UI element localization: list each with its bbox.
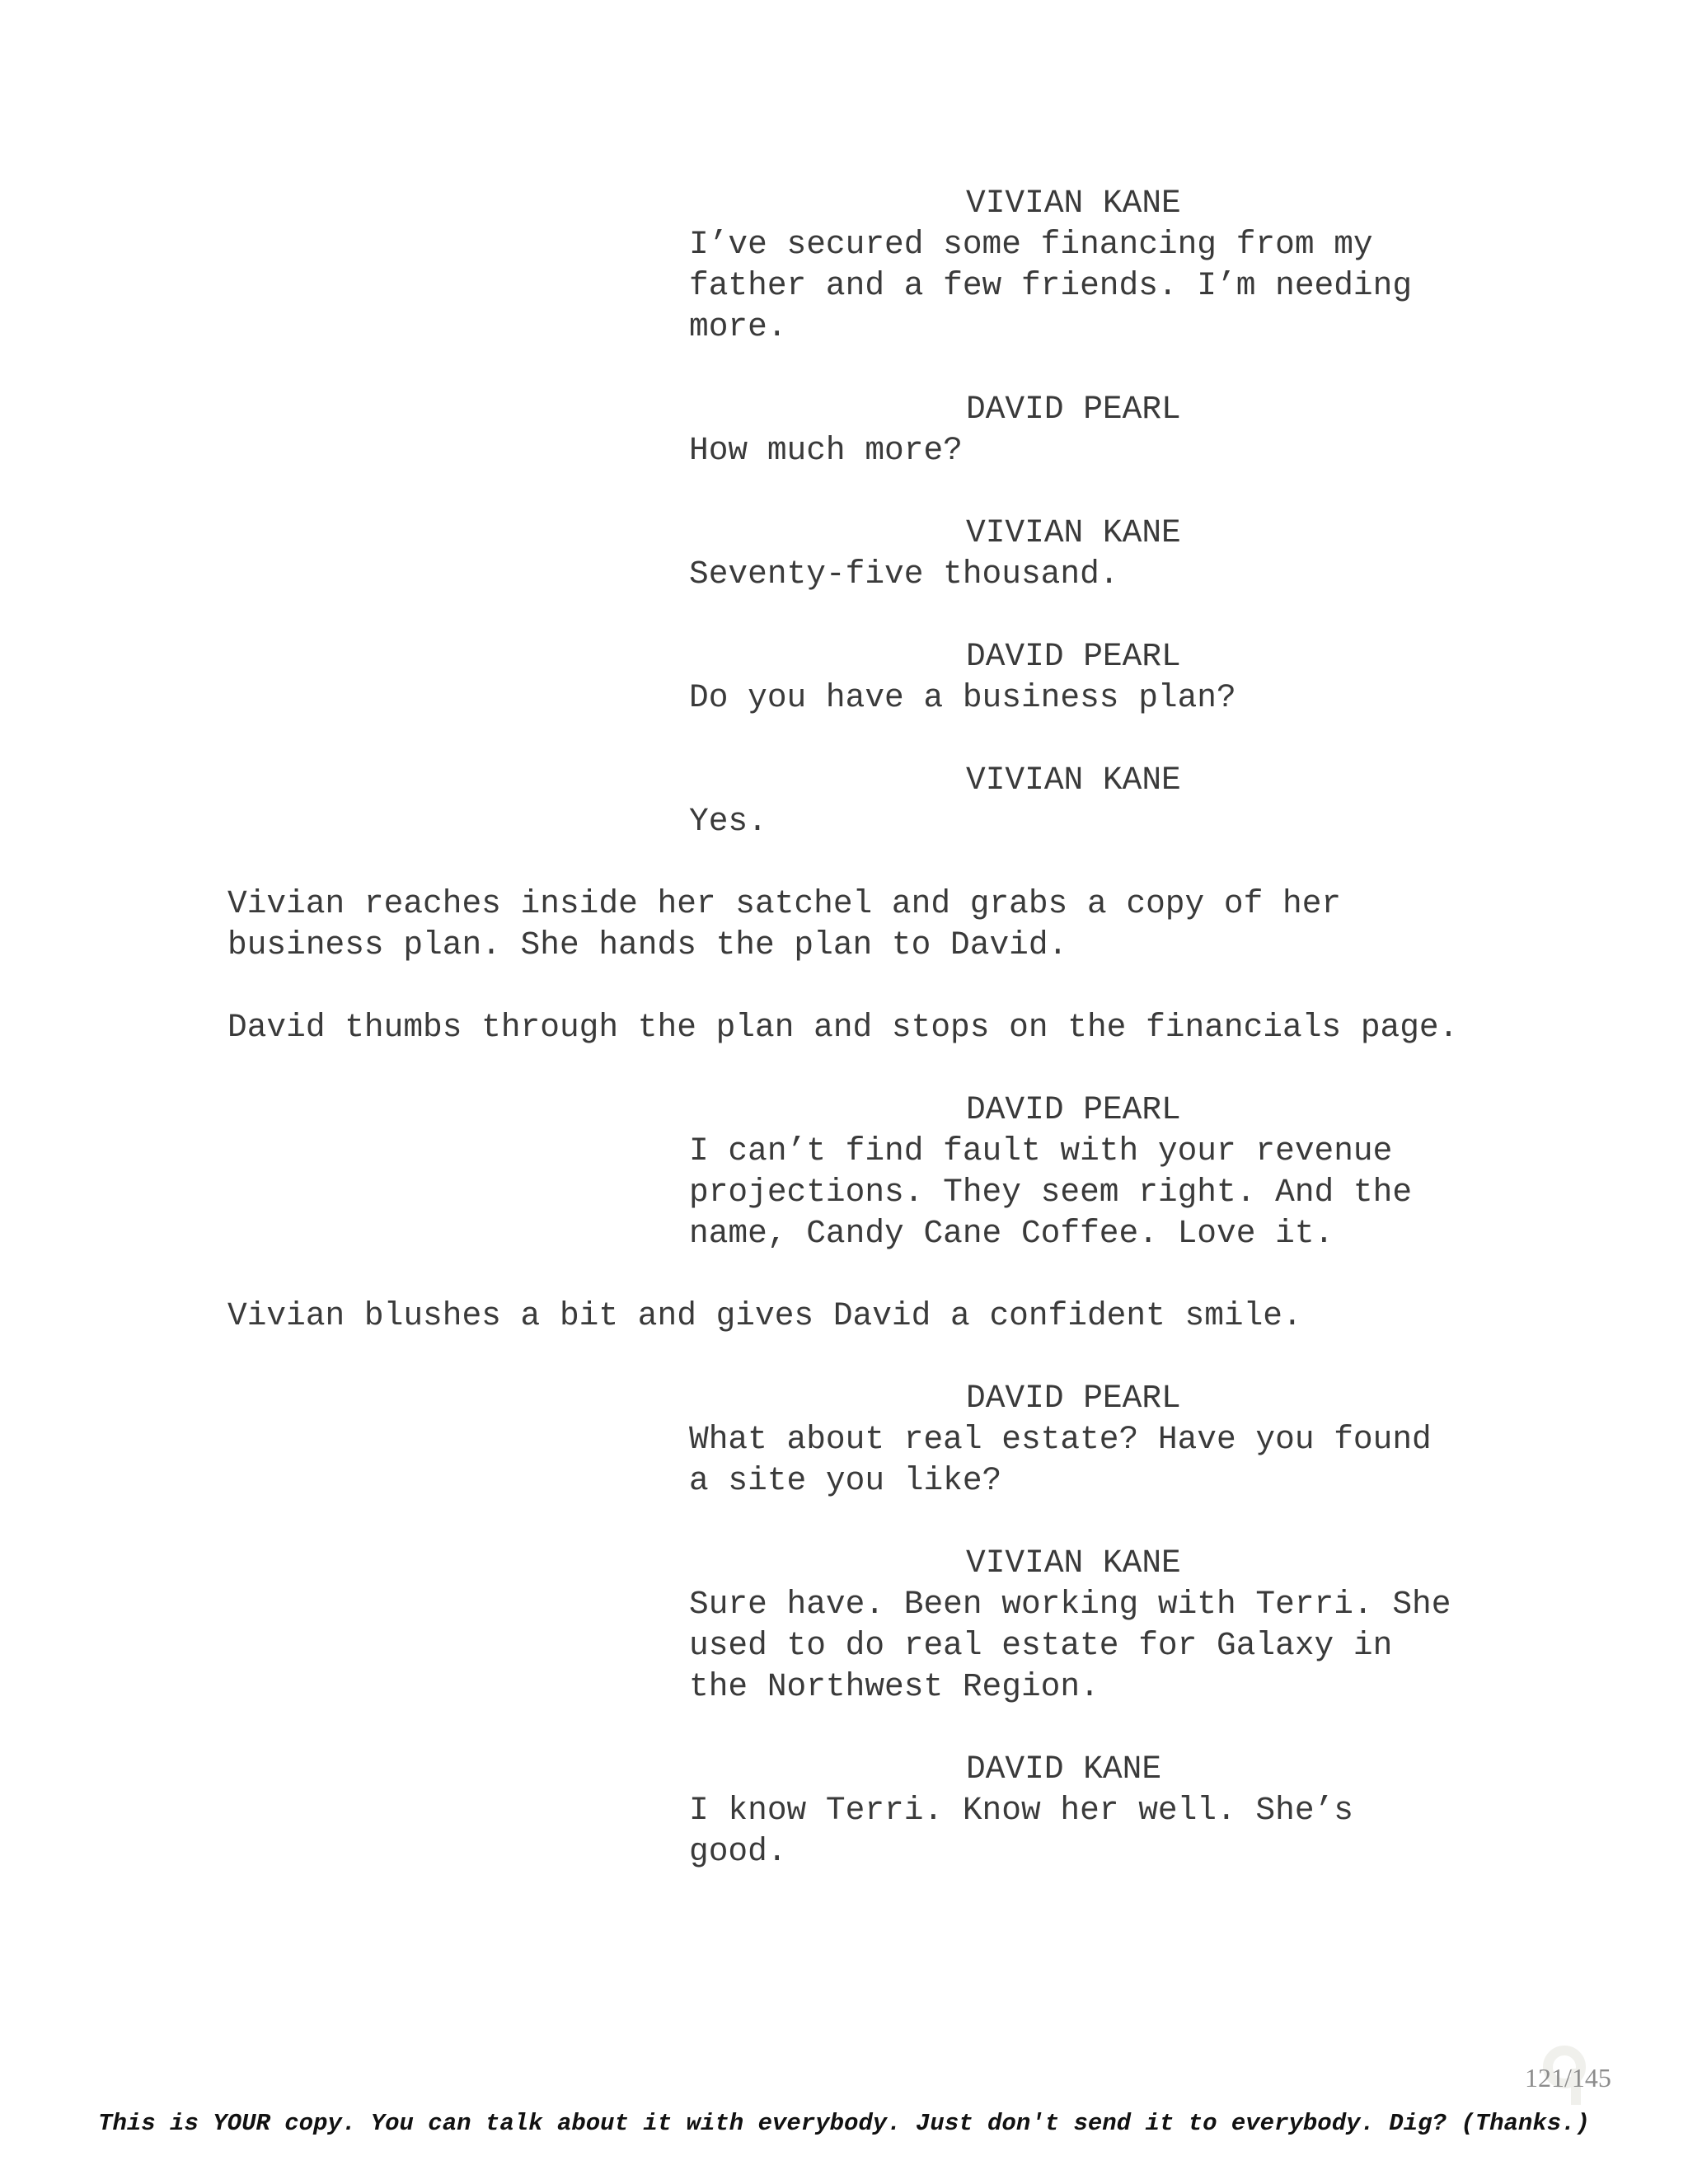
- dialogue-text: [458, 224, 1513, 348]
- dialogue-line: used to do real estate for Galaxy in: [689, 1627, 1393, 1664]
- dialogue-line: How much more?: [689, 432, 963, 469]
- footer-notice: This is YOUR copy. You can talk about it with everybody. Just don't send it to everybody. Dig? (Thanks.): [98, 2110, 1590, 2137]
- dialogue-line: I know Terri. Know her well. She’s: [689, 1792, 1353, 1829]
- action-line: business plan. She hands the plan to David.: [227, 926, 1068, 963]
- dialogue-line: good.: [689, 1833, 787, 1870]
- page-number: 121/145: [1525, 2063, 1611, 2093]
- dialogue-text: [458, 1790, 1513, 1872]
- dialogue-line: a site you like?: [689, 1462, 1002, 1499]
- dialogue-text: [458, 554, 1513, 595]
- dialogue-block: [227, 636, 1513, 719]
- dialogue-line: more.: [689, 308, 787, 345]
- character-name: DAVID PEARL: [966, 1091, 1181, 1128]
- dialogue-block: [227, 1749, 1513, 1872]
- action-block: [227, 883, 1513, 966]
- action-line: Vivian blushes a bit and gives David a confident smile.: [227, 1297, 1302, 1334]
- dialogue-line: name, Candy Cane Coffee. Love it.: [689, 1215, 1334, 1252]
- character-name: VIVIAN KANE: [966, 514, 1181, 551]
- action-line: David thumbs through the plan and stops on the financials page.: [227, 1009, 1459, 1046]
- dialogue-text: [458, 801, 1513, 842]
- action-block: [227, 1296, 1513, 1337]
- dialogue-block: [227, 389, 1513, 471]
- dialogue-text: [458, 677, 1513, 719]
- action-block: [227, 1007, 1513, 1048]
- dialogue-line: father and a few friends. I’m needing: [689, 267, 1413, 304]
- dialogue-text: [458, 430, 1513, 471]
- dialogue-block: [227, 183, 1513, 348]
- dialogue-block: [227, 513, 1513, 595]
- character-name: DAVID PEARL: [966, 1380, 1181, 1417]
- character-name: DAVID PEARL: [966, 391, 1181, 428]
- script-body: [227, 183, 1513, 1872]
- dialogue-line: Seventy-five thousand.: [689, 555, 1119, 593]
- dialogue-line: Yes.: [689, 803, 767, 840]
- dialogue-text: [458, 1584, 1513, 1708]
- dialogue-line: I’ve secured some financing from my: [689, 226, 1373, 263]
- dialogue-text: [458, 1419, 1513, 1502]
- character-name: DAVID KANE: [966, 1750, 1162, 1788]
- dialogue-line: projections. They seem right. And the: [689, 1174, 1413, 1211]
- dialogue-line: Sure have. Been working with Terri. She: [689, 1586, 1451, 1623]
- dialogue-block: [227, 1378, 1513, 1502]
- dialogue-block: [227, 1543, 1513, 1708]
- dialogue-text: [458, 1131, 1513, 1254]
- dialogue-block: [227, 1090, 1513, 1254]
- character-name: VIVIAN KANE: [966, 185, 1181, 222]
- dialogue-line: the Northwest Region.: [689, 1668, 1100, 1705]
- action-line: Vivian reaches inside her satchel and grabs a copy of her: [227, 885, 1342, 922]
- character-name: DAVID PEARL: [966, 638, 1181, 675]
- character-name: VIVIAN KANE: [966, 762, 1181, 799]
- dialogue-line: Do you have a business plan?: [689, 679, 1236, 716]
- dialogue-line: I can’t find fault with your revenue: [689, 1132, 1393, 1169]
- character-name: VIVIAN KANE: [966, 1544, 1181, 1582]
- dialogue-line: What about real estate? Have you found: [689, 1421, 1432, 1458]
- dialogue-block: [227, 760, 1513, 842]
